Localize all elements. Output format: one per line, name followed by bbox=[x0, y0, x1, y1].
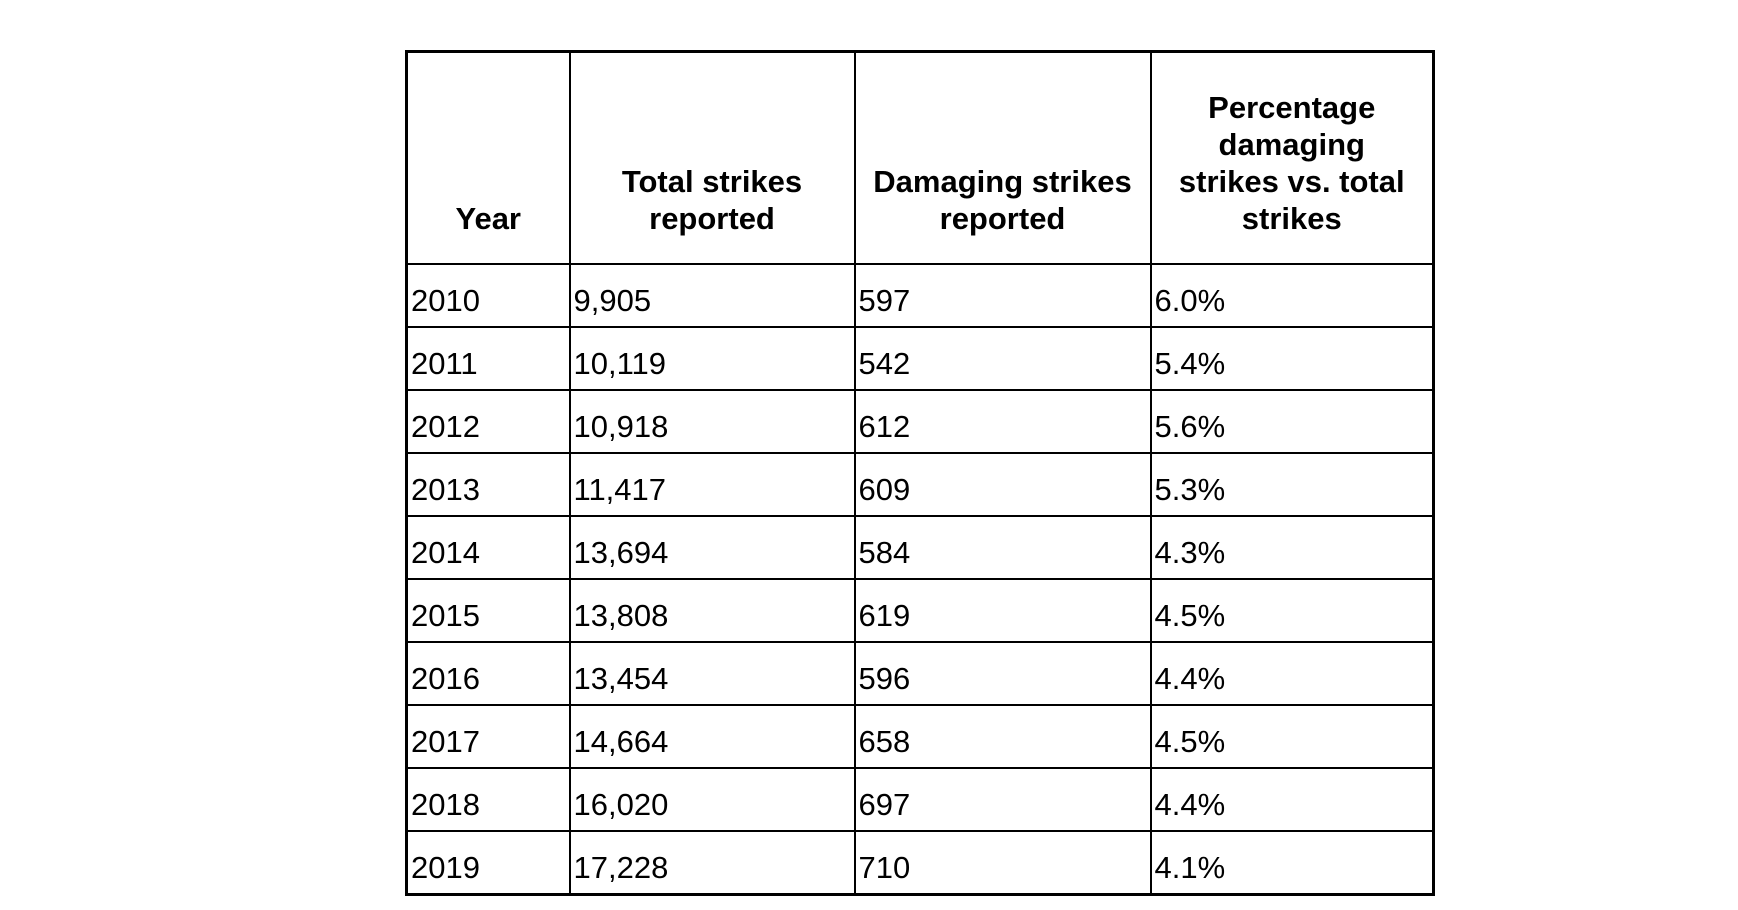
column-header-total bbox=[570, 52, 855, 265]
header-line: damaging bbox=[1218, 127, 1365, 162]
cell-damaging: 542 bbox=[855, 327, 1151, 390]
cell-year: 2016 bbox=[407, 642, 570, 705]
cell-percentage: 4.4% bbox=[1151, 768, 1434, 831]
header-row bbox=[407, 52, 1434, 265]
cell-damaging: 596 bbox=[855, 642, 1151, 705]
table-body bbox=[407, 264, 1434, 895]
table-row bbox=[407, 327, 1434, 390]
cell-percentage: 5.6% bbox=[1151, 390, 1434, 453]
cell-percentage: 5.4% bbox=[1151, 327, 1434, 390]
column-header-percentage bbox=[1151, 52, 1434, 265]
cell-total: 13,808 bbox=[570, 579, 855, 642]
header-line: reported bbox=[649, 201, 775, 236]
table-row bbox=[407, 579, 1434, 642]
cell-damaging: 658 bbox=[855, 705, 1151, 768]
cell-year: 2012 bbox=[407, 390, 570, 453]
cell-total: 11,417 bbox=[570, 453, 855, 516]
cell-total: 14,664 bbox=[570, 705, 855, 768]
cell-total: 9,905 bbox=[570, 264, 855, 327]
header-line: strikes vs. total bbox=[1178, 164, 1405, 199]
cell-year: 2018 bbox=[407, 768, 570, 831]
cell-percentage: 4.4% bbox=[1151, 642, 1434, 705]
header-line: reported bbox=[939, 201, 1066, 236]
cell-total: 16,020 bbox=[570, 768, 855, 831]
cell-damaging: 597 bbox=[855, 264, 1151, 327]
header-line: Year bbox=[455, 201, 521, 236]
table-row bbox=[407, 705, 1434, 768]
table-row bbox=[407, 516, 1434, 579]
cell-damaging: 612 bbox=[855, 390, 1151, 453]
header-line: Damaging strikes bbox=[873, 164, 1132, 199]
cell-total: 10,918 bbox=[570, 390, 855, 453]
cell-year: 2013 bbox=[407, 453, 570, 516]
table-row bbox=[407, 390, 1434, 453]
cell-year: 2017 bbox=[407, 705, 570, 768]
cell-total: 10,119 bbox=[570, 327, 855, 390]
cell-total: 13,454 bbox=[570, 642, 855, 705]
table-row bbox=[407, 831, 1434, 895]
cell-damaging: 697 bbox=[855, 768, 1151, 831]
table-row bbox=[407, 453, 1434, 516]
cell-year: 2011 bbox=[407, 327, 570, 390]
cell-year: 2014 bbox=[407, 516, 570, 579]
cell-total: 13,694 bbox=[570, 516, 855, 579]
cell-percentage: 5.3% bbox=[1151, 453, 1434, 516]
cell-year: 2015 bbox=[407, 579, 570, 642]
header-line: Percentage bbox=[1208, 90, 1376, 125]
table-row bbox=[407, 642, 1434, 705]
cell-damaging: 710 bbox=[855, 831, 1151, 895]
column-header-year bbox=[407, 52, 570, 265]
cell-year: 2019 bbox=[407, 831, 570, 895]
cell-damaging: 619 bbox=[855, 579, 1151, 642]
cell-damaging: 609 bbox=[855, 453, 1151, 516]
cell-damaging: 584 bbox=[855, 516, 1151, 579]
cell-percentage: 4.1% bbox=[1151, 831, 1434, 895]
cell-year: 2010 bbox=[407, 264, 570, 327]
cell-percentage: 4.5% bbox=[1151, 579, 1434, 642]
cell-percentage: 4.5% bbox=[1151, 705, 1434, 768]
table-row bbox=[407, 768, 1434, 831]
header-line: strikes bbox=[1241, 201, 1342, 236]
header-line: Total strikes bbox=[621, 164, 803, 199]
cell-total: 17,228 bbox=[570, 831, 855, 895]
column-header-damaging bbox=[855, 52, 1151, 265]
cell-percentage: 4.3% bbox=[1151, 516, 1434, 579]
strikes-table bbox=[405, 50, 1435, 896]
table-row bbox=[407, 264, 1434, 327]
cell-percentage: 6.0% bbox=[1151, 264, 1434, 327]
